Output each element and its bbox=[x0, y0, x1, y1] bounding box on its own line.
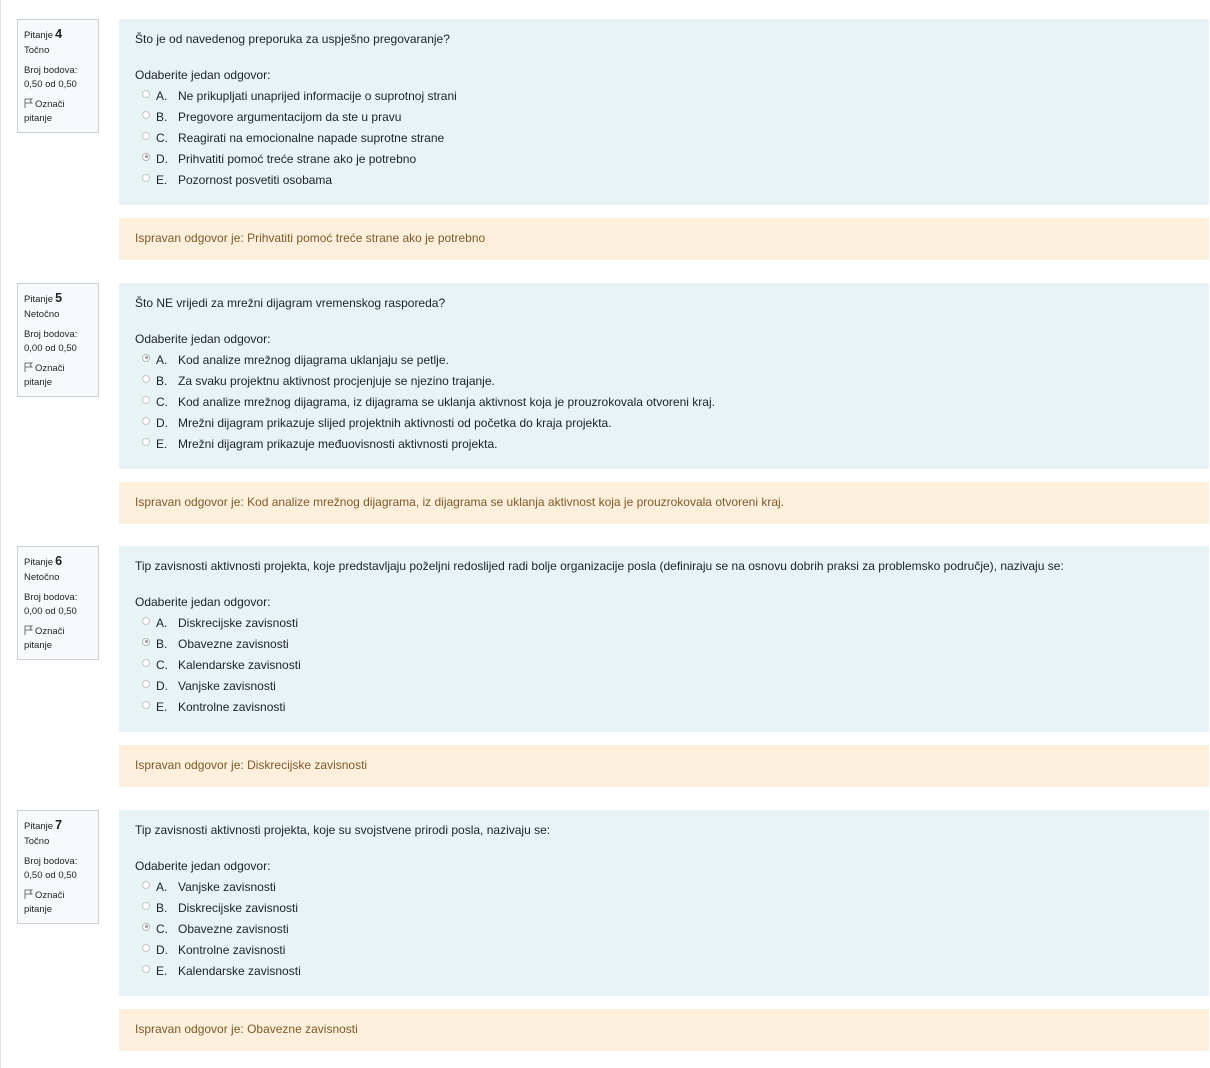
answer-options bbox=[135, 85, 1193, 190]
question-text: Tip zavisnosti aktivnosti projekta, koje su svojstvene prirodi posla, nazivaju se: bbox=[135, 823, 551, 837]
flag-question-link[interactable] bbox=[24, 98, 92, 126]
page-left-border bbox=[0, 0, 1, 1068]
answer-option[interactable] bbox=[135, 169, 1193, 190]
answer-prompt: Odaberite jedan odgovor: bbox=[135, 595, 271, 609]
answer-prompt: Odaberite jedan odgovor: bbox=[135, 332, 271, 346]
question-state: Netočno bbox=[24, 572, 60, 583]
answer-option[interactable] bbox=[135, 127, 1193, 148]
option-letter: B. bbox=[156, 373, 168, 388]
answer-options bbox=[135, 612, 1193, 717]
option-letter: B. bbox=[156, 636, 168, 651]
option-letter: C. bbox=[156, 130, 168, 145]
option-letter: D. bbox=[156, 151, 168, 166]
answer-option[interactable] bbox=[135, 897, 1193, 918]
radio-button[interactable] bbox=[142, 111, 150, 119]
question-number-value: 7 bbox=[55, 818, 63, 832]
answer-options bbox=[135, 349, 1193, 454]
grade-value: 0,50 od 0,50 bbox=[24, 79, 77, 90]
answer-option[interactable] bbox=[135, 391, 1193, 412]
option-text: Obavezne zavisnosti bbox=[178, 636, 289, 651]
option-letter: C. bbox=[156, 394, 168, 409]
option-text: Diskrecijske zavisnosti bbox=[178, 900, 299, 915]
answer-option[interactable] bbox=[135, 412, 1193, 433]
flag-icon bbox=[24, 889, 33, 899]
option-text: Kontrolne zavisnosti bbox=[178, 699, 286, 714]
grade-value: 0,00 od 0,50 bbox=[24, 343, 77, 354]
question-grade bbox=[24, 64, 92, 92]
right-answer-feedback: Ispravan odgovor je: Kod analize mrežnog dijagrama, iz dijagrama se uklanja aktivnost koja je prouzrokovala otvoreni kraj. bbox=[119, 482, 1209, 524]
right-answer-feedback: Ispravan odgovor je: Prihvatiti pomoć treće strane ako je potrebno bbox=[119, 218, 1209, 260]
grade-label: Broj bodova: bbox=[24, 329, 78, 340]
question-state: Točno bbox=[24, 45, 50, 56]
option-text: Kod analize mrežnog dijagrama uklanjaju se petlje. bbox=[178, 352, 449, 367]
radio-button[interactable] bbox=[142, 132, 150, 140]
flag-label: Označi pitanje bbox=[24, 99, 65, 124]
question-label: Pitanje bbox=[24, 294, 54, 305]
option-text: Reagirati na emocionalne napade suprotne strane bbox=[178, 130, 445, 145]
question-label: Pitanje bbox=[24, 30, 54, 41]
option-text: Kalendarske zavisnosti bbox=[178, 657, 301, 672]
flag-icon bbox=[24, 625, 33, 635]
option-letter: C. bbox=[156, 657, 168, 672]
question-info bbox=[17, 283, 99, 397]
answer-option[interactable] bbox=[135, 918, 1193, 939]
radio-button[interactable] bbox=[142, 90, 150, 98]
answer-options bbox=[135, 876, 1193, 981]
radio-button[interactable] bbox=[142, 659, 150, 667]
question-number bbox=[24, 818, 92, 835]
question-text: Tip zavisnosti aktivnosti projekta, koje predstavljaju poželjni redoslijed radi bolje organizacije posla (definiraju se na osnovu dobrih praksi za problemsko područje), nazivaju se: bbox=[135, 559, 1064, 573]
radio-button[interactable] bbox=[142, 417, 150, 425]
question-state: Netočno bbox=[24, 309, 60, 320]
flag-label: Označi pitanje bbox=[24, 890, 65, 915]
question-number-value: 5 bbox=[55, 291, 63, 305]
option-text: Diskrecijske zavisnosti bbox=[178, 615, 299, 630]
question-formulation bbox=[119, 810, 1209, 996]
option-text: Kod analize mrežnog dijagrama, iz dijagrama se uklanja aktivnost koja je prouzrokovala otvoreni kraj. bbox=[178, 394, 715, 409]
question-info bbox=[17, 19, 99, 133]
option-text: Kalendarske zavisnosti bbox=[178, 963, 301, 978]
option-text: Pozornost posvetiti osobama bbox=[178, 172, 333, 187]
grade-label: Broj bodova: bbox=[24, 856, 78, 867]
question-grade bbox=[24, 591, 92, 619]
question-number bbox=[24, 291, 92, 308]
option-letter: B. bbox=[156, 900, 168, 915]
question-formulation bbox=[119, 19, 1209, 205]
answer-option[interactable] bbox=[135, 939, 1193, 960]
option-letter: C. bbox=[156, 921, 168, 936]
radio-button[interactable] bbox=[142, 923, 150, 931]
answer-option[interactable] bbox=[135, 349, 1193, 370]
flag-icon bbox=[24, 362, 33, 372]
question-state: Točno bbox=[24, 836, 50, 847]
option-text: Za svaku projektnu aktivnost procjenjuje se njezino trajanje. bbox=[178, 373, 495, 388]
flag-question-link[interactable] bbox=[24, 625, 92, 653]
right-answer-feedback: Ispravan odgovor je: Diskrecijske zavisnosti bbox=[119, 745, 1209, 787]
answer-option[interactable] bbox=[135, 633, 1193, 654]
radio-button[interactable] bbox=[142, 174, 150, 182]
grade-value: 0,50 od 0,50 bbox=[24, 870, 77, 881]
answer-option[interactable] bbox=[135, 433, 1193, 454]
radio-button[interactable] bbox=[142, 902, 150, 910]
grade-label: Broj bodova: bbox=[24, 65, 78, 76]
answer-option[interactable] bbox=[135, 612, 1193, 633]
answer-option[interactable] bbox=[135, 675, 1193, 696]
radio-button[interactable] bbox=[142, 375, 150, 383]
radio-button[interactable] bbox=[142, 438, 150, 446]
question-label: Pitanje bbox=[24, 821, 54, 832]
option-letter: D. bbox=[156, 415, 168, 430]
right-answer-feedback: Ispravan odgovor je: Obavezne zavisnosti bbox=[119, 1009, 1209, 1051]
answer-prompt: Odaberite jedan odgovor: bbox=[135, 68, 271, 82]
flag-icon bbox=[24, 98, 33, 108]
question-number bbox=[24, 27, 92, 44]
question-info bbox=[17, 810, 99, 924]
answer-option[interactable] bbox=[135, 696, 1193, 717]
grade-label: Broj bodova: bbox=[24, 592, 78, 603]
option-letter: D. bbox=[156, 942, 168, 957]
option-letter: A. bbox=[156, 88, 168, 103]
radio-button[interactable] bbox=[142, 354, 150, 362]
question-formulation bbox=[119, 283, 1209, 469]
option-text: Kontrolne zavisnosti bbox=[178, 942, 286, 957]
option-letter: D. bbox=[156, 678, 168, 693]
radio-button[interactable] bbox=[142, 396, 150, 404]
option-letter: E. bbox=[156, 699, 168, 714]
option-text: Pregovore argumentacijom da ste u pravu bbox=[178, 109, 402, 124]
answer-option[interactable] bbox=[135, 370, 1193, 391]
option-letter: A. bbox=[156, 352, 168, 367]
option-letter: A. bbox=[156, 615, 168, 630]
option-text: Mrežni dijagram prikazuje slijed projektnih aktivnosti od početka do kraja projekta. bbox=[178, 415, 612, 430]
radio-button[interactable] bbox=[142, 617, 150, 625]
answer-option[interactable] bbox=[135, 148, 1193, 169]
flag-question-link[interactable] bbox=[24, 889, 92, 917]
question-info bbox=[17, 546, 99, 660]
answer-option[interactable] bbox=[135, 85, 1193, 106]
radio-button[interactable] bbox=[142, 944, 150, 952]
question-label: Pitanje bbox=[24, 557, 54, 568]
flag-label: Označi pitanje bbox=[24, 363, 65, 388]
question-number bbox=[24, 554, 92, 571]
question-grade bbox=[24, 855, 92, 883]
option-text: Vanjske zavisnosti bbox=[178, 879, 276, 894]
radio-button[interactable] bbox=[142, 965, 150, 973]
question-formulation bbox=[119, 546, 1209, 732]
radio-button[interactable] bbox=[142, 881, 150, 889]
option-letter: E. bbox=[156, 172, 168, 187]
option-letter: A. bbox=[156, 879, 168, 894]
answer-option[interactable] bbox=[135, 654, 1193, 675]
option-text: Prihvatiti pomoć treće strane ako je potrebno bbox=[178, 151, 417, 166]
question-grade bbox=[24, 328, 92, 356]
option-letter: B. bbox=[156, 109, 168, 124]
radio-button[interactable] bbox=[142, 680, 150, 688]
radio-button[interactable] bbox=[142, 153, 150, 161]
question-number-value: 6 bbox=[55, 554, 63, 568]
question-text: Što je od navedenog preporuka za uspješno pregovaranje? bbox=[135, 32, 450, 46]
question-text: Što NE vrijedi za mrežni dijagram vremenskog rasporeda? bbox=[135, 296, 446, 310]
answer-option[interactable] bbox=[135, 876, 1193, 897]
option-text: Vanjske zavisnosti bbox=[178, 678, 276, 693]
grade-value: 0,00 od 0,50 bbox=[24, 606, 77, 617]
option-text: Obavezne zavisnosti bbox=[178, 921, 289, 936]
flag-question-link[interactable] bbox=[24, 362, 92, 390]
question-number-value: 4 bbox=[55, 27, 63, 41]
radio-button[interactable] bbox=[142, 701, 150, 709]
option-letter: E. bbox=[156, 436, 168, 451]
option-text: Ne prikupljati unaprijed informacije o suprotnoj strani bbox=[178, 88, 457, 103]
flag-label: Označi pitanje bbox=[24, 626, 65, 651]
option-text: Mrežni dijagram prikazuje međuovisnosti aktivnosti projekta. bbox=[178, 436, 498, 451]
option-letter: E. bbox=[156, 963, 168, 978]
answer-option[interactable] bbox=[135, 960, 1193, 981]
answer-prompt: Odaberite jedan odgovor: bbox=[135, 859, 271, 873]
radio-button[interactable] bbox=[142, 638, 150, 646]
answer-option[interactable] bbox=[135, 106, 1193, 127]
